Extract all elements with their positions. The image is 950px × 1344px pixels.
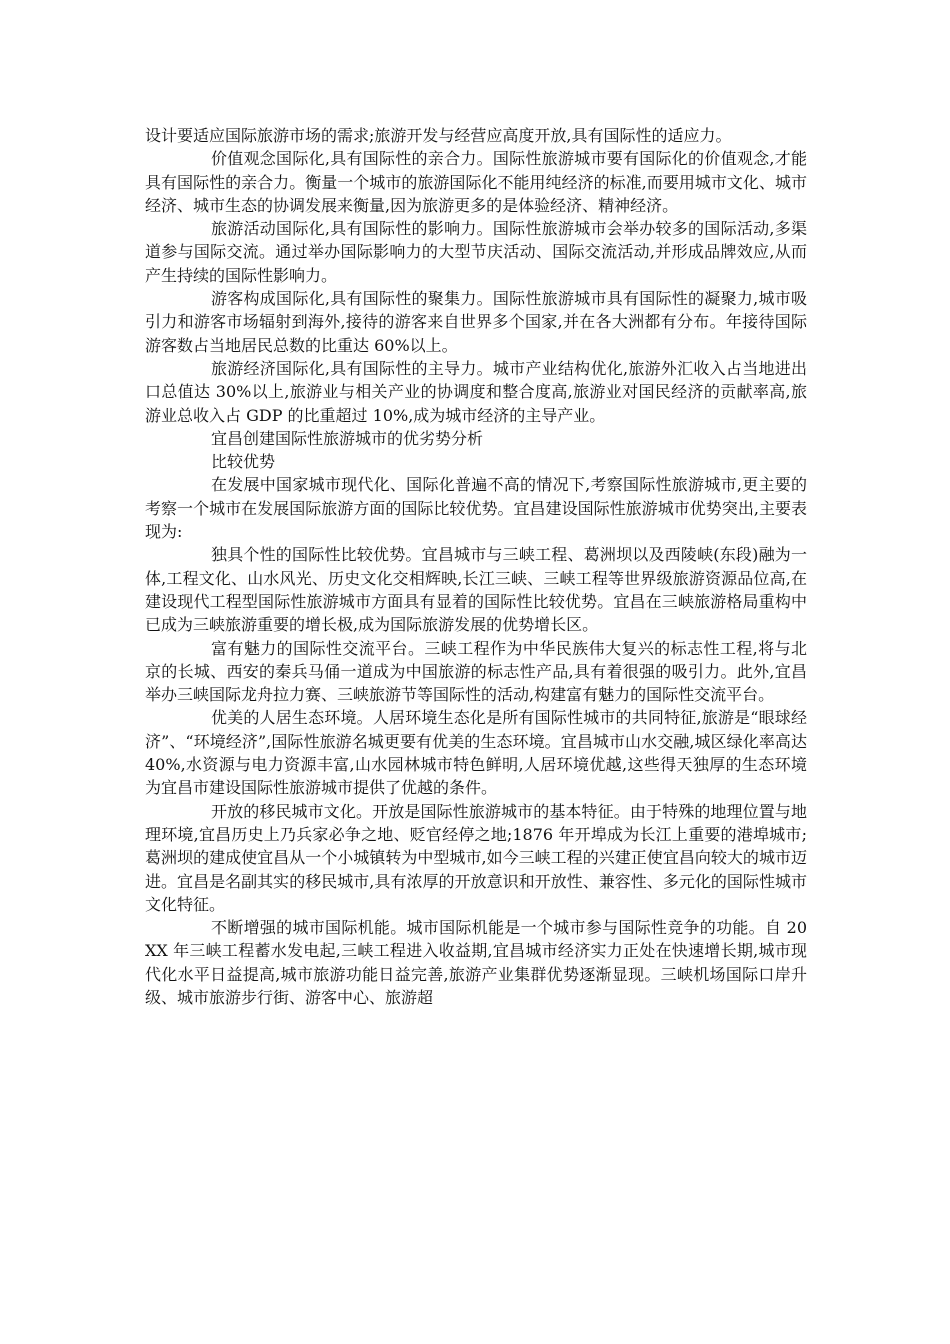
section-heading: 宜昌创建国际性旅游城市的优劣势分析 (211, 428, 484, 448)
paragraph-value-concept: 价值观念国际化,具有国际性的亲合力。国际性旅游城市要有国际化的价值观念,才能具有国际性的亲合力。衡量一个城市的旅游国际化不能用纯经济的标准,而要用城市文化、城市经济、城市生态的协调发展来衡量,因为旅游更多的是体验经济、精神经济。 (145, 149, 807, 215)
paragraph-visitor-composition: 游客构成国际化,具有国际性的聚集力。国际性旅游城市具有国际性的凝聚力,城市吸引力和游客市场辐射到海外,接待的游客来自世界多个国家,并在各大洲都有分布。年接待国际游客数占当地居民总数的比重达 60%以上。 (145, 289, 807, 355)
paragraph-continuation: 设计要适应国际旅游市场的需求;旅游开发与经营应高度开放,具有国际性的适应力。 (145, 126, 732, 145)
paragraph-unique-advantage: 独具个性的国际性比较优势。宜昌城市与三峡工程、葛洲坝以及西陵峡(东段)融为一体,工程文化、山水风光、历史文化交相辉映,长江三峡、三峡工程等世界级旅游资源品位高,在建设现代工程型国际性旅游城市方面具有显着的国际性比较优势。宜昌在三峡旅游格局重构中已成为三峡旅游重要的增长极,成为国际旅游发展的优势增长区。 (145, 545, 807, 635)
paragraph-comparative-intro: 在发展中国家城市现代化、国际化普遍不高的情况下,考察国际性旅游城市,更主要的考察一个城市在发展国际旅游方面的国际比较优势。宜昌建设国际性旅游城市优势突出,主要表现为: (145, 475, 807, 542)
paragraph-tourism-activity: 旅游活动国际化,具有国际性的影响力。国际性旅游城市会举办较多的国际活动,多渠道参与国际交流。通过举办国际影响力的大型节庆活动、国际交流活动,并形成品牌效应,从而产生持续的国际性影响力。 (145, 219, 807, 285)
paragraph-tourism-economy: 旅游经济国际化,具有国际性的主导力。城市产业结构优化,旅游外汇收入占当地进出口总值达 30%以上,旅游业与相关产业的协调度和整合度高,旅游业对国民经济的贡献率高,旅游业总收入占 GDP 的比重超过 10%,成为城市经济的主导产业。 (145, 358, 807, 425)
paragraph-immigrant-culture: 开放的移民城市文化。开放是国际性旅游城市的基本特征。由于特殊的地理位置与地理环境,宜昌历史上乃兵家必争之地、贬官经停之地;1876 年开埠成为长江上重要的港埠城市;葛洲坝的建成使宜昌从一个小城镇转为中型城市,如今三峡工程的兴建正使宜昌向较大的城市迈进。宜昌是名副其实的移民城市,具有浓厚的开放意识和开放性、兼容性、多元化的国际性城市文化特征。 (145, 801, 807, 914)
paragraph-exchange-platform: 富有魅力的国际性交流平台。三峡工程作为中华民族伟大复兴的标志性工程,将与北京的长城、西安的秦兵马俑一道成为中国旅游的标志性产品,具有着很强的吸引力。此外,宜昌举办三峡国际龙舟拉力赛、三峡旅游节等国际性的活动,构建富有魅力的国际性交流平台。 (145, 638, 807, 705)
subsection-heading: 比较优势 (211, 452, 276, 472)
document-body (145, 124, 807, 1009)
paragraph-ecological-environment: 优美的人居生态环境。人居环境生态化是所有国际性城市的共同特征,旅游是“眼球经济”、“环境经济”,国际性旅游名城更要有优美的生态环境。宜昌城市山水交融,城区绿化率高达 40%,水资源与电力资源丰富,山水园林城市特色鲜明,人居环境优越,这些得天独厚的生态环境为宜昌市建设国际性旅游城市提供了优越的条件。 (145, 708, 807, 798)
paragraph-international-function: 不断增强的城市国际机能。城市国际机能是一个城市参与国际性竞争的功能。自 20XX 年三峡工程蓄水发电起,三峡工程进入收益期,宜昌城市经济实力正处在快速增长期,城市现代化水平日益提高,城市旅游功能日益完善,旅游产业集群优势逐渐显现。三峡机场国际口岸升级、城市旅游步行街、游客中心、旅游超 (145, 918, 807, 1007)
